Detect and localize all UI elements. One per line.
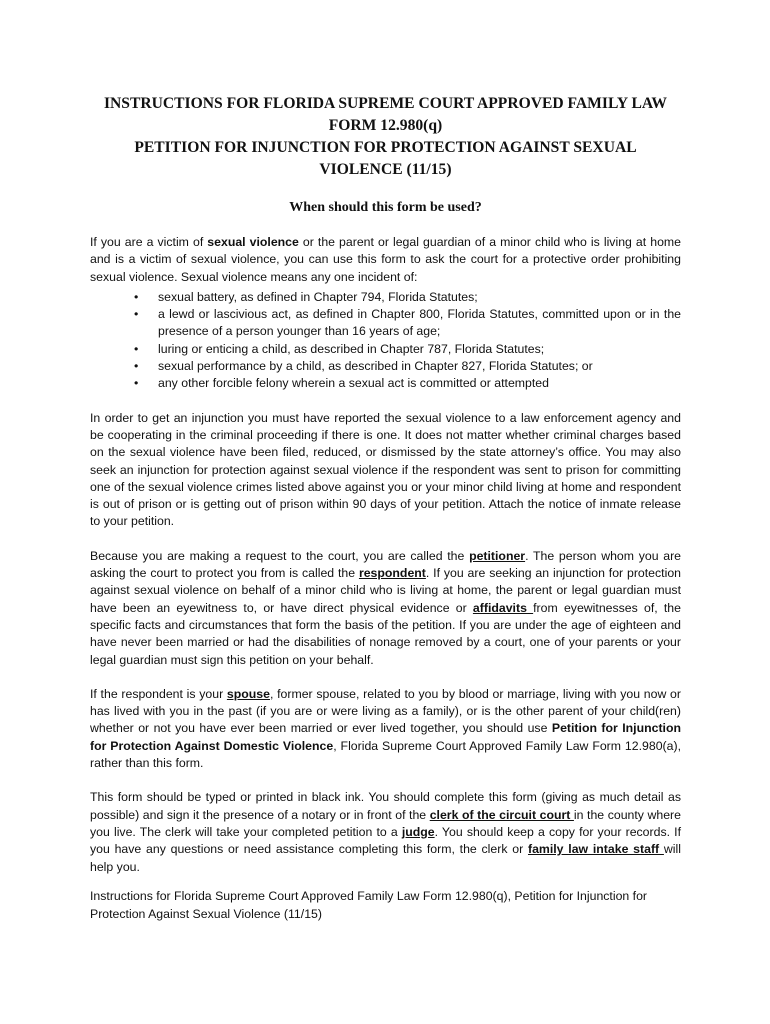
text-run: If the respondent is your	[90, 686, 227, 701]
text-run: in the county where you live. The clerk will take your completed petition to a	[90, 807, 681, 839]
text-run: or the parent or legal guardian of a minor child who is living at home and is a victim of sexual violence, you can use this form to ask the court for a protective order prohibiting sexual violence. Sexual violence means any one incident of:	[90, 235, 681, 284]
list-item-text: luring or enticing a child, as described in Chapter 787, Florida Statutes;	[158, 341, 545, 356]
term-sexual-violence: sexual violence	[207, 235, 299, 249]
list-item	[134, 289, 681, 306]
term-petitioner: petitioner	[469, 548, 526, 563]
term-judge: judge	[401, 824, 435, 839]
term-family-law-intake-staff: family law intake staff	[527, 842, 664, 857]
text-run: If you are a victim of	[90, 235, 208, 249]
bullet-icon: •	[134, 289, 139, 304]
form-reference: Petition for Injunction for Protection Against Domestic Violence	[90, 721, 681, 753]
title-line-3: PETITION FOR INJUNCTION FOR PROTECTION AGAINST SEXUAL	[134, 139, 637, 156]
text-run: . If you are seeking an injunction for protection against sexual violence on behalf of a minor child who is living at home, the parent or legal guardian must have been an eyewitness to, or have direct physical evidence or	[90, 566, 681, 615]
text-run: , former spouse, related to you by blood or marriage, living with you now or has lived with you in the past (if you are or were living as a family), or is the other parent of your child(ren) whether or not you have ever been married or ever lived together, you should use	[90, 686, 681, 736]
term-respondent: respondent	[358, 566, 426, 581]
list-item	[134, 341, 681, 358]
list-item	[134, 306, 681, 341]
section-heading: When should this form be used?	[289, 200, 482, 215]
footer-line-1: Instructions for Florida Supreme Court Approved Family Law Form 12.980(q), Petition for Injunction for	[90, 889, 648, 903]
text-run: will help you.	[90, 842, 681, 874]
title-line-4: VIOLENCE (11/15)	[319, 161, 452, 178]
document-page	[90, 93, 681, 876]
title-line-1: INSTRUCTIONS FOR FLORIDA SUPREME COURT APPROVED FAMILY LAW	[103, 95, 668, 112]
paragraph-completion-instructions	[90, 789, 681, 875]
list-item	[134, 375, 681, 392]
term-spouse: spouse	[226, 686, 270, 701]
bullet-icon: •	[134, 376, 139, 391]
list-item-text: any other forcible felony wherein a sexual act is committed or attempted	[158, 376, 549, 391]
text-run: . You should keep a copy for your records. If you have any questions or need assistance completing this form, the clerk or	[90, 824, 681, 857]
incident-list	[90, 289, 681, 393]
bullet-icon: •	[134, 307, 139, 322]
bullet-icon: •	[134, 341, 139, 356]
list-item	[134, 358, 681, 375]
text-run: Because you are making a request to the court, you are called the	[90, 548, 470, 563]
term-affidavits: affidavits	[472, 600, 534, 615]
list-item-text: sexual battery, as defined in Chapter 794, Florida Statutes;	[158, 289, 478, 304]
paragraph-domestic-violence	[90, 686, 681, 772]
footer-line-2: Protection Against Sexual Violence (11/15)	[90, 907, 322, 921]
document-title	[90, 93, 681, 181]
term-clerk-of-circuit-court: clerk of the circuit court	[429, 807, 574, 822]
paragraph-intro	[90, 234, 681, 286]
list-item-text: sexual performance by a child, as described in Chapter 827, Florida Statutes; or	[158, 359, 593, 374]
text-run: , Florida Supreme Court Approved Family Law Form 12.980(a), rather than this form.	[90, 738, 681, 771]
text-run: This form should be typed or printed in black ink. You should complete this form (giving as much detail as possible) and sign it the presence of a notary or in front of the	[90, 790, 681, 822]
page-footer	[90, 887, 690, 923]
paragraph-petitioner-respondent	[90, 548, 681, 669]
bullet-icon: •	[134, 359, 139, 374]
list-item-text: a lewd or lascivious act, as defined in Chapter 800, Florida Statutes, committed upon or in the presence of a person younger than 16 years of age;	[158, 307, 681, 339]
text-run: . The person whom you are asking the court to protect you from is called the	[90, 548, 682, 581]
paragraph-injunction-requirements: In order to get an injunction you must have reported the sexual violence to a law enforcement agency and be cooperating in the criminal proceeding if there is one. It does not matter whether criminal charges based on the sexual violence have been filed, reduced, or dismissed by the state attorney’s office. You may also seek an injunction for protection against sexual violence if the respondent was sent to prison for committing one of the sexual violence crimes listed above against you or your minor child living at home and respondent is out of prison or is getting out of prison within 90 days of your petition. Attach the notice of inmate release to your petition.	[90, 410, 681, 529]
text-run: from eyewitnesses of, the specific facts and circumstances that form the basis of the petition. If you are under the age of eighteen and have never been married or had the disabilities of nonage removed by a court, one of your parents or your legal guardian must sign this petition on your behalf.	[90, 600, 681, 667]
title-line-2: FORM 12.980(q)	[328, 117, 443, 134]
